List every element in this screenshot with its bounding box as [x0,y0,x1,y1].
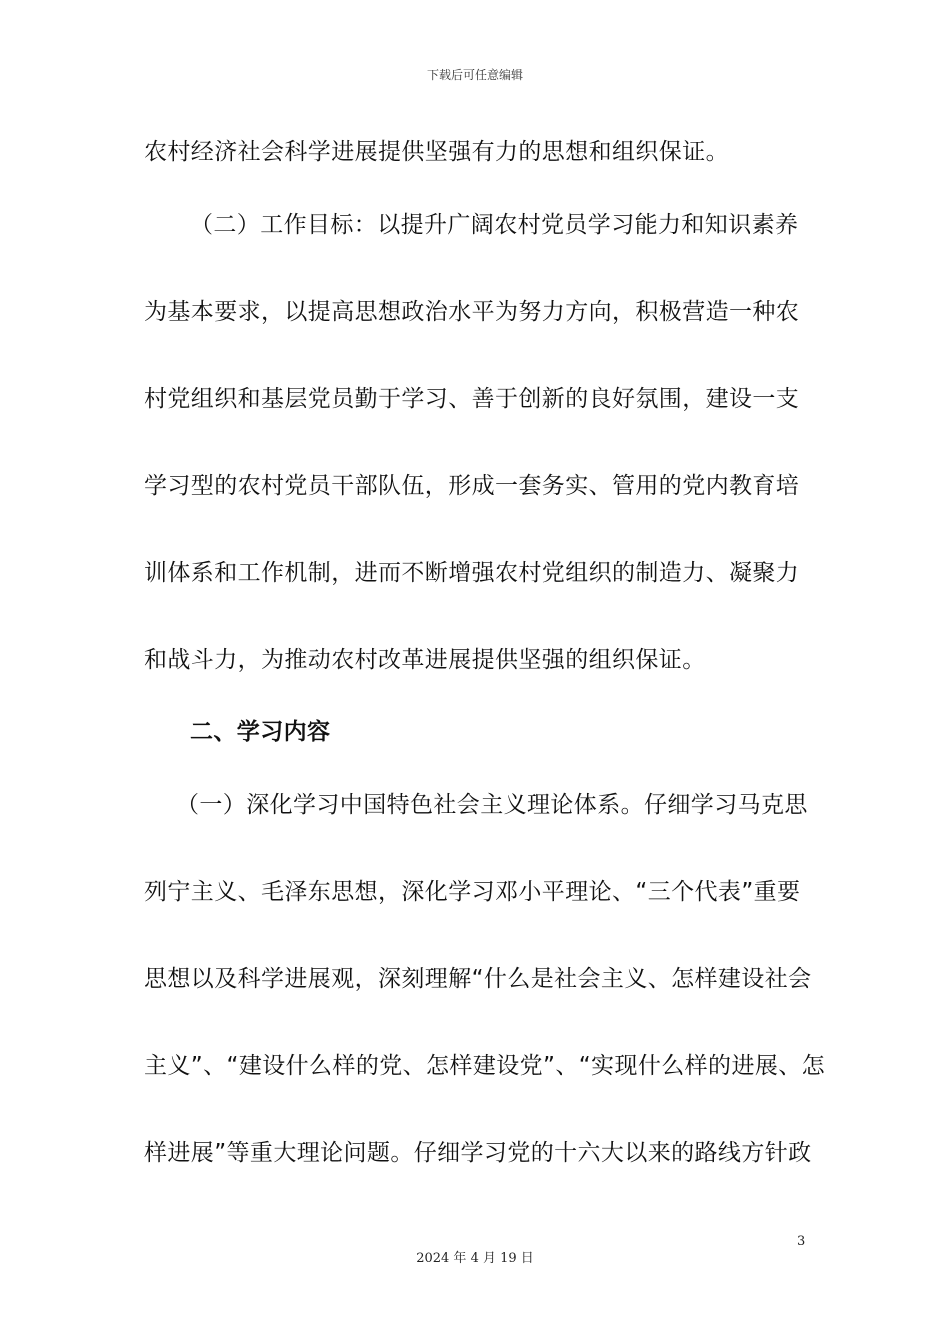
body-line-7: 和战斗力，为推动农村改革进展提供坚强的组织保证。 [144,647,706,673]
body-line-6: 训体系和工作机制，进而不断增强农村党组织的制造力、凝聚力 [144,560,800,586]
body-line-12: 样进展”等重大理论问题。仔细学习党的十六大以来的路线方针政 [144,1140,812,1166]
body-line-2: （二）工作目标：以提升广阔农村党员学习能力和知识素养 [190,212,799,238]
body-line-1: 农村经济社会科学进展提供坚强有力的思想和组织保证。 [144,139,729,165]
page-number: 3 [797,1234,806,1249]
header-note: 下载后可任意编辑 [426,68,523,82]
section-heading: 二、学习内容 [190,719,331,745]
body-line-4: 村党组织和基层党员勤于学习、善于创新的良好氛围，建设一支 [144,386,800,412]
body-line-5: 学习型的农村党员干部队伍，形成一套务实、管用的党内教育培 [144,473,800,499]
body-line-10: 思想以及科学进展观，深刻理解“什么是社会主义、怎样建设社会 [144,966,812,992]
body-line-8: （一）深化学习中国特色社会主义理论体系。仔细学习马克思 [176,792,808,818]
body-line-3: 为基本要求，以提高思想政治水平为努力方向，积极营造一种农 [144,299,800,325]
body-line-9: 列宁主义、毛泽东思想，深化学习邓小平理论、“三个代表”重要 [144,879,801,905]
footer-date: 2024 年 4 月 19 日 [416,1251,534,1266]
body-line-11: 主义”、“建设什么样的党、怎样建设党”、“实现什么样的进展、怎 [144,1053,826,1079]
